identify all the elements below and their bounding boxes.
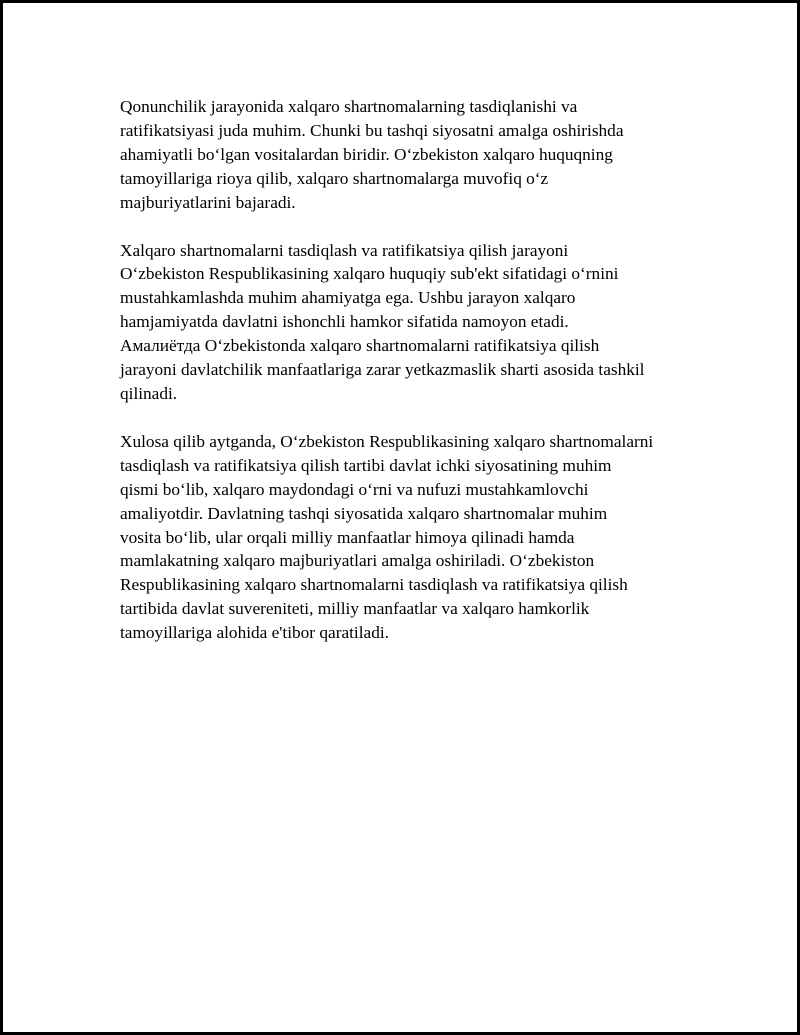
text-line: tamoyillariga alohida e'tibor qaratiladi. (120, 623, 389, 643)
text-line: ahamiyatli bo‘lgan vositalardan biridir. O‘zbekiston xalqaro huquqning (120, 144, 613, 164)
paragraph-2 (120, 239, 720, 406)
text-line: mamlakatning xalqaro majburiyatlari amalga oshiriladi. O‘zbekiston (120, 551, 595, 571)
text-line: tamoyillariga rioya qilib, xalqaro shartnomalarga muvofiq o‘z (120, 168, 549, 188)
text-line: hamjamiyatda davlatni ishonchli hamkor sifatida namoyon etadi. (120, 312, 569, 332)
text-line: Qonunchilik jarayonida xalqaro shartnomalarning tasdiqlanishi va (120, 97, 578, 116)
text-line: qilinadi. (120, 383, 178, 403)
text-line: majburiyatlarini bajaradi. (120, 192, 296, 212)
paragraph-1 (120, 95, 720, 215)
text-line: O‘zbekiston Respublikasining xalqaro huquqiy sub'ekt sifatidagi o‘rnini (120, 264, 619, 284)
text-line: ratifikatsiyasi juda muhim. Chunki bu tashqi siyosatni amalga oshirishda (120, 120, 624, 140)
text-line: Xulosa qilib aytganda, O‘zbekiston Respublikasining xalqaro shartnomalarni (120, 431, 654, 451)
paragraph-3 (120, 430, 720, 645)
text-line: Xalqaro shartnomalarni tasdiqlash va ratifikatsiya qilish jarayoni (120, 240, 569, 260)
text-line: Respublikasining xalqaro shartnomalarni tasdiqlash va ratifikatsiya qilish (120, 575, 628, 595)
text-line: jarayoni davlatchilik manfaatlariga zarar yetkazmaslik sharti asosida tashkil (120, 360, 645, 380)
document-body (120, 95, 720, 669)
text-line: amaliyotdir. Davlatning tashqi siyosatida xalqaro shartnomalar muhim (120, 503, 608, 523)
text-line: mustahkamlashda muhim ahamiyatga ega. Ushbu jarayon xalqaro (120, 288, 576, 308)
text-line: Амалиётда O‘zbekistonda xalqaro shartnomalarni ratifikatsiya qilish (120, 336, 600, 356)
text-line: tasdiqlash va ratifikatsiya qilish tartibi davlat ichki siyosatining muhim (120, 455, 612, 475)
text-line: tartibida davlat suvereniteti, milliy manfaatlar va xalqaro hamkorlik (120, 599, 590, 619)
text-line: vosita bo‘lib, ular orqali milliy manfaatlar himoya qilinadi hamda (120, 527, 575, 547)
text-line: qismi bo‘lib, xalqaro maydondagi o‘rni va nufuzi mustahkamlovchi (120, 479, 589, 499)
